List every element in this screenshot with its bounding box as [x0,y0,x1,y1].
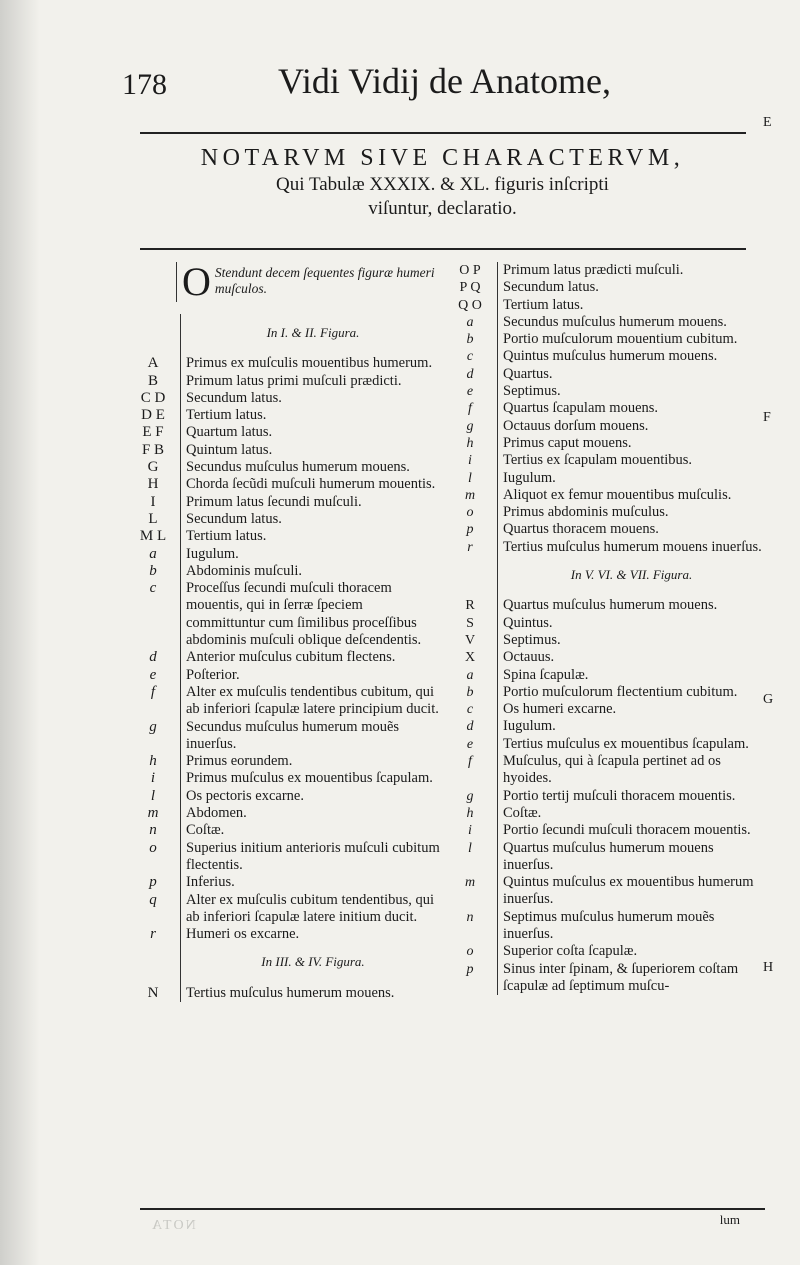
legend-entry [130,719,445,754]
entry-mark: o [466,944,474,960]
entry-mark: n [149,822,157,839]
subheading-text: In V. VI. & VII. Figura. [497,556,765,597]
entry-mark: h [466,805,474,821]
entry-text: Secundum latus. [497,279,765,296]
legend-entry [447,649,765,666]
entry-mark: Q O [458,297,482,313]
entry-text: Quintus. [497,615,765,632]
entry-text: Superius initium anterioris muſculi cubitum flectentis. [180,840,445,875]
entry-text: Iugulum. [497,470,765,487]
entry-text: Superior coſta ſcapulæ. [497,943,765,960]
entry-text: Secundus muſculus humerum mouens. [497,314,765,331]
entry-mark: G [147,459,159,476]
entry-mark: d [149,649,157,666]
legend-entry [447,943,765,960]
entry-mark: o [149,839,157,856]
entry-mark: l [150,787,156,804]
entry-mark: d [466,719,474,735]
entry-text: Tertius ex ſcapulam mouentibus. [497,452,765,469]
legend-entry [130,770,445,787]
entry-text: Iugulum. [180,546,445,563]
entry-mark: q [149,891,157,908]
entry-mark: p [149,874,157,891]
legend-entry [130,373,445,390]
entry-text: Alter ex muſculis tendentibus cubitum, qui ab inferiori ſcapulæ latere principium ducit. [180,684,445,719]
legend-entry [447,314,765,331]
top-rule [140,132,746,134]
catchword: lum [719,1212,740,1227]
entry-mark: c [466,349,474,365]
legend-entry [130,753,445,770]
subheading [130,943,445,984]
entry-list [130,985,445,1002]
entry-mark: h [466,435,474,451]
entry-text: Os humeri excarne. [497,701,765,718]
running-title: Vidi Vidij de Anatome, [278,61,611,101]
legend-entry [447,435,765,452]
entry-mark: p [466,522,474,538]
entry-mark: e [149,666,157,683]
legend-entry [130,684,445,719]
legend-entry [130,476,445,493]
legend-entry [447,262,765,279]
subheading [447,556,765,597]
entry-mark: d [466,366,474,382]
entry-text: Portio ſecundi muſculi thoracem mouentis. [497,822,765,839]
entry-mark: a [149,545,157,562]
entry-mark: P Q [459,280,481,296]
legend-entry [130,390,445,407]
entry-text: Portio tertij muſculi thoracem mouentis. [497,788,765,805]
entry-mark: o [466,505,474,521]
entry-list [447,597,765,995]
entry-text: Quartus. [497,366,765,383]
entry-text: Abdominis muſculi. [180,563,445,580]
entry-text: Sinus inter ſpinam, & ſuperiorem coſtam ſcapulæ ad ſeptimum muſcu- [497,961,765,996]
entry-mark: f [150,683,156,700]
entry-text: Primus caput mouens. [497,435,765,452]
entry-text: Chorda ſecũdi muſculi humerum mouentis. [180,476,445,493]
page-number: 178 [122,68,167,101]
legend-entry [447,521,765,538]
legend-entry [447,418,765,435]
entry-text: Quintum latus. [180,442,445,459]
legend-entry [130,459,445,476]
legend-entry [130,788,445,805]
entry-mark: a [466,667,474,683]
entry-text: Quartum latus. [180,424,445,441]
legend-entry [447,788,765,805]
entry-text: Quartus thoracem mouens. [497,521,765,538]
entry-text: Secundus muſculus humerum mouens. [180,459,445,476]
right-column [447,262,765,995]
entry-mark: e [466,384,474,400]
entry-text: Primus abdominis muſculus. [497,504,765,521]
legend-entry [447,452,765,469]
legend-entry [447,366,765,383]
entry-mark: S [466,615,474,631]
legend-entry [447,753,765,788]
entry-text: Tertium latus. [497,297,765,314]
entry-mark: M L [139,528,167,545]
entry-text: Os pectoris excarne. [180,788,445,805]
entry-mark: m [147,805,159,822]
entry-text: Alter ex muſculis cubitum tendentibus, qui ab inferiori ſcapulæ latere initium ducit. [180,892,445,927]
entry-text: Iugulum. [497,718,765,735]
title-line-2: Qui Tabulæ XXXIX. & XL. figuris inſcripti [276,174,609,195]
entry-mark: g [466,418,474,434]
entry-text: Octauus dorſum mouens. [497,418,765,435]
entry-text: Portio muſculorum flectentium cubitum. [497,684,765,701]
legend-entry [130,546,445,563]
entry-mark: H [147,476,159,493]
legend-entry [447,539,765,556]
legend-entry [447,632,765,649]
entry-text: Septimus muſculus humerum mouẽs inuerſus. [497,909,765,944]
entry-text: Quartus muſculus humerum mouens. [497,597,765,614]
drop-cap: O [182,259,211,304]
intro-text: Stendunt decem ſequentes figuræ humeri muſculos. [214,265,435,296]
entry-mark: f [468,401,472,417]
bleed-through-text: NOTA [150,1218,196,1233]
entry-text: Tertium latus. [180,407,445,424]
legend-entry [447,279,765,296]
entry-text: Quintus muſculus humerum mouens. [497,348,765,365]
legend-entry [130,494,445,511]
legend-entry [447,736,765,753]
entry-text: Primum latus primi muſculi prædicti. [180,373,445,390]
entry-text: Secundum latus. [180,511,445,528]
entry-mark: V [464,632,476,648]
legend-entry [447,840,765,875]
entry-text: Spina ſcapulæ. [497,667,765,684]
bottom-rule [140,1208,765,1210]
entry-mark: m [464,487,476,503]
entry-text: Coſtæ. [180,822,445,839]
entry-mark: p [466,961,474,977]
entry-text: Humeri os excarne. [180,926,445,943]
page-header [120,60,680,110]
legend-entry [447,961,765,996]
legend-entry [130,442,445,459]
entry-mark: R [465,598,475,614]
entry-text: Tertius muſculus humerum mouens. [180,985,445,1002]
entry-text: Octauus. [497,649,765,666]
legend-entry [447,383,765,400]
legend-entry [447,504,765,521]
legend-entry [447,597,765,614]
entry-text: Septimus. [497,383,765,400]
legend-entry [130,926,445,943]
legend-entry [130,563,445,580]
legend-entry [130,355,445,372]
entry-mark: E F [142,424,164,441]
entry-mark: F B [141,441,165,458]
legend-entry [447,400,765,417]
subheading [130,314,445,355]
legend-entry [130,822,445,839]
entry-text: Portio muſculorum mouentium cubitum. [497,331,765,348]
legend-entry [447,822,765,839]
gutter-shadow [0,0,40,1265]
legend-entry [130,407,445,424]
entry-text: Muſculus, qui à ſcapula pertinet ad os hyoides. [497,753,765,788]
entry-mark: D E [141,407,165,424]
legend-entry [447,684,765,701]
entry-text: Quintus muſculus ex mouentibus humerum inuerſus. [497,874,765,909]
entry-mark: l [468,470,472,486]
entry-mark: h [149,753,157,770]
entry-mark: f [468,754,472,770]
entry-text: Secundus muſculus humerum mouẽs inuerſus. [180,719,445,754]
legend-entry [447,805,765,822]
entry-text: Anterior muſculus cubitum flectens. [180,649,445,666]
legend-entry [130,892,445,927]
entry-text: Proceſſus ſecundi muſculi thoracem mouentis, qui in ſerræ ſpeciem committuntur cum ſimilibus proceſſibus abdominis muſculi oblique deſcendentis. [180,580,445,649]
entry-text: Aliquot ex femur mouentibus muſculis. [497,487,765,504]
title-rule [140,248,746,250]
legend-entry [130,805,445,822]
entry-text: Primum latus prædicti muſculi. [497,262,765,279]
entry-mark: I [150,493,156,510]
entry-mark: b [466,684,474,700]
entry-mark: i [468,823,472,839]
left-column [130,259,445,1002]
margin-letter: G [763,692,774,707]
legend-entry [130,424,445,441]
entry-mark: r [150,926,156,943]
entry-text: Septimus. [497,632,765,649]
legend-entry [130,580,445,649]
legend-entry [130,667,445,684]
entry-mark: b [466,332,474,348]
legend-entry [447,331,765,348]
legend-entry [447,909,765,944]
entry-text: Tertium latus. [180,528,445,545]
legend-entry [130,840,445,875]
entry-mark: g [149,718,157,735]
entry-list [130,355,445,943]
margin-letter: F [763,410,771,425]
legend-entry [447,348,765,365]
entry-text: Secundum latus. [180,390,445,407]
legend-entry [447,487,765,504]
entry-mark: C D [140,389,166,406]
legend-entry [447,297,765,314]
entry-mark: r [467,539,473,555]
entry-mark: b [149,562,157,579]
legend-entry [130,528,445,545]
entry-text: Primum latus ſecundi muſculi. [180,494,445,511]
entry-mark: l [468,840,472,856]
entry-text: Abdomen. [180,805,445,822]
entry-mark: X [464,650,476,666]
entry-text: Quartus ſcapulam mouens. [497,400,765,417]
legend-entry [447,470,765,487]
entry-mark: B [147,372,158,389]
entry-mark: i [468,453,472,469]
entry-mark: g [466,788,474,804]
entry-mark: a [466,314,474,330]
legend-entry [130,985,445,1002]
legend-entry [130,649,445,666]
legend-entry [447,718,765,735]
entry-mark: c [149,580,157,597]
entry-mark: N [147,984,159,1001]
legend-entry [130,511,445,528]
legend-entry [447,615,765,632]
entry-text: Primus eorundem. [180,753,445,770]
subheading-text: In III. & IV. Figura. [180,943,445,984]
section-title [140,145,745,220]
legend-entry [130,874,445,891]
title-line-3: viſuntur, declaratio. [368,198,517,219]
entry-mark: A [147,355,159,372]
intro-paragraph [130,259,445,304]
entry-text: Tertius muſculus humerum mouens inuerſus. [497,539,765,556]
entry-text: Quartus muſculus humerum mouens inuerſus. [497,840,765,875]
entry-mark: i [150,770,156,787]
entry-mark: n [466,909,474,925]
legend-entry [447,874,765,909]
entry-mark: O P [459,263,481,278]
entry-mark: L [148,510,158,527]
margin-letter: E [763,115,772,130]
entry-mark: m [464,875,476,891]
entry-text: Primus ex muſculis mouentibus humerum. [180,355,445,372]
legend-entry [447,667,765,684]
title-line-1: NOTARVM SIVE CHARACTERVM, [200,145,685,171]
entry-list [447,262,765,556]
legend-entry [447,701,765,718]
subheading-text: In I. & II. Figura. [180,314,445,355]
entry-text: Tertius muſculus ex mouentibus ſcapulam. [497,736,765,753]
entry-text: Poſterior. [180,667,445,684]
entry-text: Primus muſculus ex mouentibus ſcapulam. [180,770,445,787]
entry-mark: e [466,736,474,752]
entry-mark: c [466,702,474,718]
margin-letter: H [763,960,774,975]
entry-text: Coſtæ. [497,805,765,822]
entry-text: Inferius. [180,874,445,891]
